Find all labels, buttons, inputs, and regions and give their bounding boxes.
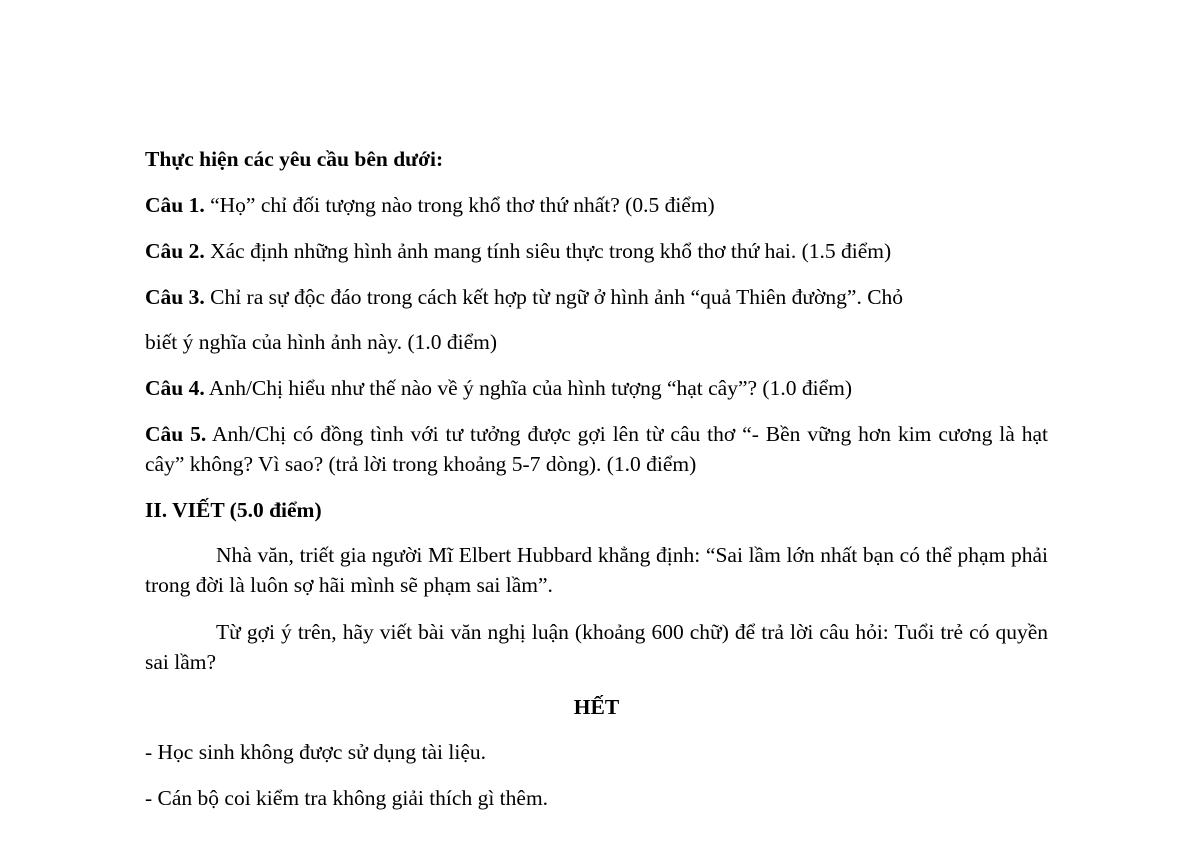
question-4-text: Anh/Chị hiểu như thế nào về ý nghĩa của hình tượng “hạt cây”? (1.0 điểm) <box>204 376 852 400</box>
writing-prompt-quote: Nhà văn, triết gia người Mĩ Elbert Hubbard khẳng định: “Sai lầm lớn nhất bạn có thể phạm phải trong đời là luôn sợ hãi mình sẽ phạm sai lầm”. <box>145 543 1048 597</box>
note-2: - Cán bộ coi kiểm tra không giải thích gì thêm. <box>145 786 549 810</box>
question-4-label: Câu 4. <box>145 376 205 400</box>
question-1-text: “Họ” chỉ đối tượng nào trong khổ thơ thứ nhất? (0.5 điểm) <box>204 193 715 217</box>
question-2-label: Câu 2. <box>145 239 205 263</box>
question-1 <box>145 195 715 217</box>
question-2-text: Xác định những hình ảnh mang tính siêu thực trong khổ thơ thứ hai. (1.5 điểm) <box>204 239 892 263</box>
question-3-continuation: biết ý nghĩa của hình ảnh này. (1.0 điểm) <box>145 330 498 354</box>
writing-prompt-task: Từ gợi ý trên, hãy viết bài văn nghị luận (khoảng 600 chữ) để trả lời câu hỏi: Tuổi trẻ có quyền sai lầm? <box>145 620 1048 674</box>
question-5 <box>145 419 1048 479</box>
question-2 <box>145 241 891 263</box>
question-3-label: Câu 3. <box>145 285 205 309</box>
end-mark: HẾT <box>573 695 620 719</box>
question-3-text: Chỉ ra sự độc đáo trong cách kết hợp từ ngữ ở hình ảnh “quả Thiên đường”. Chỏ <box>204 285 904 309</box>
question-4 <box>145 378 852 400</box>
question-5-text: Anh/Chị có đồng tình với tư tưởng được gợi lên từ câu thơ “- Bền vững hơn kim cương là hạt cây” không? Vì sao? (trả lời trong khoảng 5-7 dòng). (1.0 điểm) <box>145 422 1048 476</box>
question-3 <box>145 287 903 309</box>
section-two-heading: II. VIẾT (5.0 điểm) <box>145 498 322 522</box>
note-1: - Học sinh không được sử dụng tài liệu. <box>145 740 487 764</box>
question-5-label: Câu 5. <box>145 422 207 446</box>
question-1-label: Câu 1. <box>145 193 205 217</box>
instructions-heading: Thực hiện các yêu cầu bên dưới: <box>145 147 444 171</box>
